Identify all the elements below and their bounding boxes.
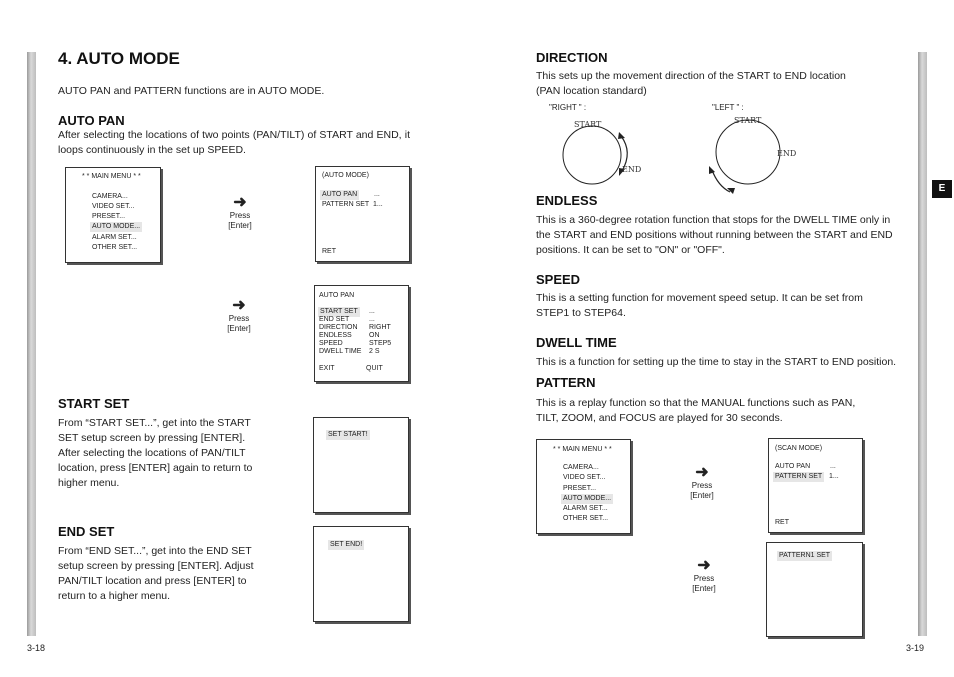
scan-mode-title: (SCAN MODE) — [775, 445, 823, 452]
menu-item-other-set: OTHER SET... — [92, 244, 138, 251]
auto-pan-title: AUTO PAN — [319, 292, 355, 299]
set-start-screen: SET START! — [313, 417, 409, 513]
end-set-text: From “END SET...”, get into the END SET setup screen by pressing [ENTER]. Adjust PAN/TILT location and press [ENTER] to return to a higher menu. — [58, 545, 254, 602]
left-direction-label: "LEFT " : — [712, 103, 744, 112]
speed-text: This is a setting function for movement speed setup. It can be set from STEP1 to STEP64. — [536, 292, 863, 319]
direction-heading: DIRECTION — [536, 50, 608, 65]
page-number-right: 3-19 — [906, 643, 925, 653]
main-menu-title: * * MAIN MENU * * — [82, 173, 141, 180]
ret-option: RET — [322, 248, 336, 255]
right-arrow-icon: ➜ — [233, 194, 247, 211]
quit-option: QUIT — [366, 365, 383, 372]
auto-mode-title: (AUTO MODE) — [322, 172, 369, 179]
dwell-time-heading: DWELL TIME — [536, 335, 617, 350]
exit-option: EXIT — [319, 365, 335, 372]
start-set-heading: START SET — [58, 396, 130, 411]
pattern-set-option: PATTERN SET — [322, 201, 370, 208]
auto-pan-option: AUTO PAN — [320, 190, 359, 200]
left-margin-bar — [27, 52, 36, 636]
menu-item-preset: PRESET... — [92, 213, 126, 220]
right-arrow-icon: ➜ — [695, 464, 709, 481]
press-enter-1: ➜ Press [Enter] — [215, 195, 265, 231]
intro-text: AUTO PAN and PATTERN functions are in AUTO MODE. — [58, 85, 325, 97]
section-tab-e: E — [932, 180, 952, 198]
right-margin-bar — [918, 52, 927, 636]
menu-item-video-set: VIDEO SET... — [92, 203, 135, 210]
auto-pan-text: After selecting the locations of two points (PAN/TILT) of START and END, it loops continuously in the set up SPEED. — [58, 129, 410, 156]
right-direction-label: "RIGHT " : — [549, 103, 587, 112]
auto-pan-screen: AUTO PAN START SET ... END SET ... DIRECTION RIGHT ENDLESS ON SPEED STEP5 DWELL TIME 2 S EXIT QUIT — [314, 285, 409, 382]
press-enter-2: ➜ Press [Enter] — [214, 298, 264, 334]
menu-item-auto-mode: AUTO MODE... — [90, 222, 142, 232]
set-end-screen: SET END! — [313, 526, 409, 622]
pattern-heading: PATTERN — [536, 375, 596, 390]
pattern-set-screen: PATTERN1 SET — [766, 542, 863, 637]
auto-mode-screen: (AUTO MODE) AUTO PAN ... PATTERN SET 1... RET — [315, 166, 410, 262]
right-arrow-icon: ➜ — [697, 557, 711, 574]
page-title: 4. AUTO MODE — [58, 49, 180, 68]
main-menu-screen-right: * * MAIN MENU * * CAMERA... VIDEO SET... PRESET... AUTO MODE... ALARM SET... OTHER SET... — [536, 439, 631, 534]
start-set-text: From “START SET...”, get into the START SET setup screen by pressing [ENTER]. After selecting the locations of PAN/TILT location, press [ENTER] again to return to higher menu. — [58, 417, 253, 489]
end-set-heading: END SET — [58, 524, 115, 539]
dwell-time-text: This is a function for setting up the time to stay in the START to END position. — [536, 356, 897, 368]
pattern-text: This is a replay function so that the MANUAL functions such as PAN, TILT, ZOOM, and FOCUS are played for 30 seconds. — [536, 397, 856, 424]
auto-pan-heading: AUTO PAN — [58, 113, 125, 128]
speed-heading: SPEED — [536, 272, 581, 287]
endless-heading: ENDLESS — [536, 193, 598, 208]
menu-item-alarm-set: ALARM SET... — [92, 234, 137, 241]
page-number-left: 3-18 — [27, 643, 46, 653]
direction-text: This sets up the movement direction of the START to END location (PAN location standard) — [536, 70, 846, 97]
press-enter-4: ➜ Press [Enter] — [679, 558, 729, 594]
main-menu-screen — [65, 167, 161, 263]
endless-text: This is a 360-degree rotation function that stops for the DWELL TIME only in the START and END positions without running between the START and END positions. It can be set to "ON" or "OFF". — [536, 214, 893, 256]
right-arrow-icon: ➜ — [232, 297, 246, 314]
scan-mode-screen: (SCAN MODE) AUTO PAN ... PATTERN SET 1... RET — [768, 438, 863, 533]
press-enter-3: ➜ Press [Enter] — [677, 465, 727, 501]
menu-item-camera: CAMERA... — [92, 193, 128, 200]
